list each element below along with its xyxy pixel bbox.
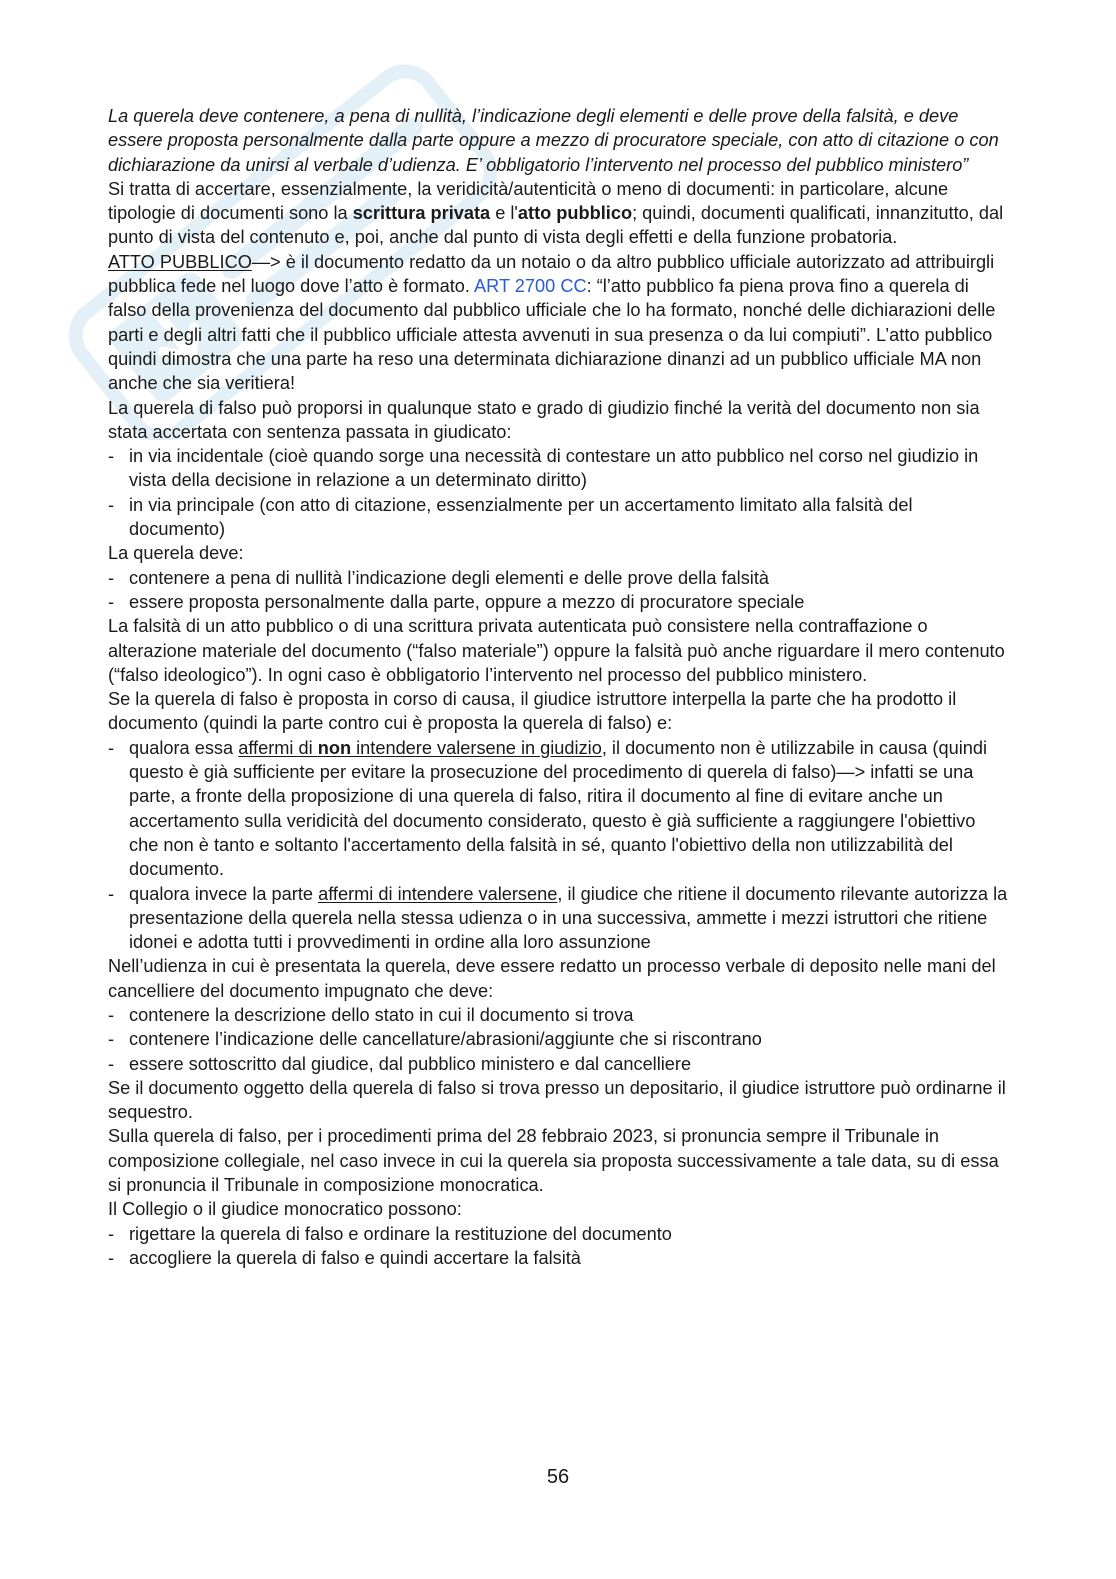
list-item: - contenere la descrizione dello stato in cui il documento si trova	[108, 1003, 1008, 1027]
list-item	[108, 882, 1008, 955]
list-collegio-options	[108, 1222, 1008, 1271]
text-run: , il giudice che ritiene il documento rilevante autorizza la presentazione della querela nella stessa udienza o in una successiva, ammette i mezzi istruttori che ritiene idonei e adotta tutti i provvedimenti in ordine alla loro assunzione	[129, 883, 1008, 953]
underlined-text: affermi di	[238, 737, 318, 758]
paragraph-tribunale: Sulla querela di falso, per i procedimenti prima del 28 febbraio 2023, si pronuncia sempre il Tribunale in composizione collegiale, nel caso invece in cui la querela sia proposta successivamente a tale data, su di essa si pronuncia il Tribunale in composizione monocratica.	[108, 1126, 999, 1196]
paragraph-documents-types	[108, 177, 1008, 250]
term-atto-pubblico-heading: ATTO PUBBLICO	[108, 251, 252, 272]
paragraph-querela-stato-grado: La querela di falso può proporsi in qualunque stato e grado di giudizio finché la verità del documento non sia stata accertata con sentenza passata in giudicato:	[108, 397, 980, 442]
article-reference: ART 2700 CC	[474, 276, 587, 297]
underlined-bold-text: non	[317, 737, 352, 758]
intro-quote: La querela deve contenere, a pena di nullità, l’indicazione degli elementi e delle prove della falsità, e deve essere proposta personalmente dalla parte oppure a mezzo di procuratore speciale, con atto di citazione o con dichiarazione da unirsi al verbale d’udienza. E’ obbligatorio l’intervento nel processo del pubblico ministero”	[108, 106, 999, 175]
list-item	[108, 736, 1008, 882]
page-number: 56	[546, 1466, 570, 1488]
document-body	[108, 104, 1008, 1270]
text-run: qualora essa	[129, 737, 239, 758]
list-querela-modes	[108, 444, 1008, 541]
list-item: - in via principale (con atto di citazione, essenzialmente per un accertamento limitato alla falsità del documento)	[108, 493, 1008, 542]
text-run: e l'	[490, 203, 518, 224]
term-atto-pubblico: atto pubblico	[517, 203, 633, 224]
underlined-text: intendere valersene in giudizio	[351, 737, 602, 758]
paragraph-udienza-deposito: Nell’udienza in cui è presentata la querela, deve essere redatto un processo verbale di deposito nelle mani del cancelliere del documento impugnato che deve:	[108, 956, 996, 1001]
text-run: —> è il documento redatto da un notaio o da altro pubblico ufficiale autorizzato ad attribuirgli pubblica fede nel luogo dove l’atto è formato.	[108, 251, 995, 297]
list-item: - in via incidentale (cioè quando sorge una necessità di contestare un atto pubblico nel corso nel giudizio in vista della decisione in relazione a un determinato diritto)	[108, 444, 1008, 493]
list-item: - essere proposta personalmente dalla parte, oppure a mezzo di procuratore speciale	[108, 590, 1008, 614]
list-verbale-requirements	[108, 1003, 1008, 1076]
list-item: - rigettare la querela di falso e ordinare la restituzione del documento	[108, 1222, 1008, 1246]
term-scrittura-privata: scrittura privata	[352, 203, 491, 224]
list-party-choices	[108, 736, 1008, 955]
list-item: - contenere a pena di nullità l’indicazione degli elementi e delle prove della falsità	[108, 566, 1008, 590]
text-run: ; quindi, documenti qualificati, innanzitutto, dal punto di vista del contenuto e, poi, anche dal punto di vista degli effetti e della funzione probatoria.	[108, 203, 1004, 248]
paragraph-sequestro: Se il documento oggetto della querela di falso si trova presso un depositario, il giudice istruttore può ordinarne il sequestro.	[108, 1077, 1006, 1123]
list-item: - accogliere la querela di falso e quindi accertare la falsità	[108, 1246, 1008, 1270]
list-item: - essere sottoscritto dal giudice, dal pubblico ministero e dal cancelliere	[108, 1052, 1008, 1076]
list-querela-requirements	[108, 566, 1008, 615]
paragraph-falsita: La falsità di un atto pubblico o di una scrittura privata autenticata può consistere nella contraffazione o alterazione materiale del documento (“falso materiale”) oppure la falsità può anche riguardare il mero contenuto (“falso ideologico”). In ogni caso è obbligatorio l’intervento nel processo del pubblico ministero.	[108, 616, 1005, 685]
text-run: , il documento non è utilizzabile in causa (quindi questo è già sufficiente per evitare la prosecuzione del procedimento di querela di falso)—> infatti se una parte, a fronte della proposizione di una querela di falso, ritira il documento al fine di evitare anche un accertamento sulla veridicità del documento considerato, questo è già sufficiente a raggiungere l'obiettivo che non è tanto e soltanto l'accertamento della falsità in sé, quanto l'obiettivo della non utilizzabilità del documento.	[129, 737, 988, 880]
text-run: qualora invece la parte	[129, 883, 319, 904]
paragraph-atto-pubblico	[108, 250, 1008, 396]
paragraph-collegio: Il Collegio o il giudice monocratico possono:	[108, 1199, 462, 1220]
underlined-text: affermi di intendere valersene	[318, 883, 558, 904]
paragraph-corso-di-causa: Se la querela di falso è proposta in corso di causa, il giudice istruttore interpella la parte che ha prodotto il documento (quindi la parte contro cui è proposta la querela di falso) e:	[108, 689, 957, 734]
text-run: : “l’atto pubblico fa piena prova fino a querela di falso della provenienza del documento dal pubblico ufficiale che lo ha formato, nonché delle dichiarazioni delle parti e degli altri fatti che il pubblico ufficiale attesta avvenuti in sua presenza o da lui compiuti”. L’atto pubblico quindi dimostra che una parte ha reso una determinata dichiarazione dinanzi ad un pubblico ufficiale MA non anche che sia veritiera!	[108, 276, 996, 394]
paragraph-querela-deve: La querela deve:	[108, 543, 244, 564]
text-run: Si tratta di accertare, essenzialmente, la veridicità/autenticità o meno di documenti: in particolare, alcune tipologie di documenti sono la	[108, 178, 949, 224]
list-item: - contenere l’indicazione delle cancellature/abrasioni/aggiunte che si riscontrano	[108, 1027, 1008, 1051]
